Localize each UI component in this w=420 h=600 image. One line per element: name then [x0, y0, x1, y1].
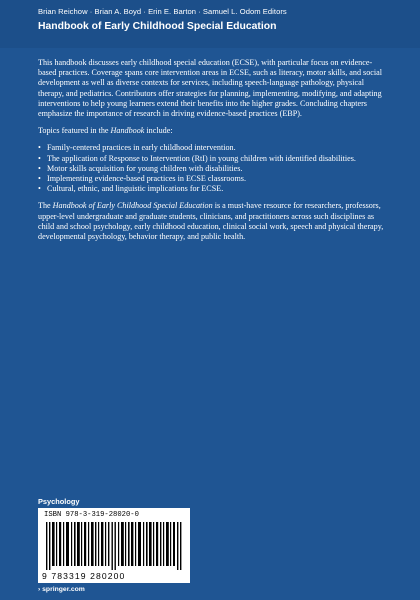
- isbn-text: ISBN 978-3-319-28020-0: [44, 511, 139, 519]
- topic-text: Cultural, ethnic, and linguistic implications for ECSE.: [47, 184, 224, 194]
- intro-paragraph: This handbook discusses early childhood special education (ECSE), with particular focus on evidence-based practices. Coverage spans core intervention areas in ECSE, such as literacy, motor skills, and social development as well as diverse contexts for services, including speech-language pathology, physical therapy, and pediatrics. Contributors offer strategies for planning, implementing, modifying, and adapting interventions to help young learners extend their benefits into the higher grades. Concluding chapters emphasize the importance of research in driving evidence-based practices (EBP).: [38, 58, 383, 119]
- closing-book-title: Handbook of Early Childhood Special Education: [52, 201, 213, 211]
- topics-lead-italic: Handbook: [110, 126, 145, 136]
- closing-paragraph: [38, 201, 384, 242]
- topics-lead: Topics featured in the: [38, 126, 109, 136]
- topic-text: Family-centered practices in early childhood intervention.: [47, 143, 236, 153]
- closing-rest: is a must-have resource for researchers, professors, upper-level undergraduate and graduate students, clinicians, and practitioners across such disciplines as child and school psychology, early childhood education, clinical social work, speech and physical therapy, developmental psychology, behavior therapy, and public health.: [38, 201, 384, 242]
- springer-link[interactable]: › springer.com: [38, 586, 85, 593]
- editors-line: [38, 7, 287, 16]
- bullet-icon: •: [38, 184, 41, 194]
- bullet-icon: •: [38, 143, 41, 153]
- list-item: [38, 154, 384, 164]
- list-item: [38, 184, 384, 194]
- topics-heading: [38, 126, 384, 136]
- topics-list: [38, 143, 384, 194]
- bullet-icon: •: [38, 174, 41, 184]
- topic-text: The application of Response to Intervention (RtI) in young children with identified disabilities.: [47, 153, 356, 163]
- topic-text: Motor skills acquisition for young children with disabilities.: [47, 163, 243, 173]
- list-item: [38, 174, 384, 184]
- bullet-icon: •: [38, 163, 41, 173]
- list-item: [38, 164, 384, 174]
- editors-label: Editors: [262, 7, 287, 16]
- closing-prefix: The: [38, 201, 51, 211]
- description: [38, 58, 384, 249]
- barcode-digits: 9 783319 280200: [42, 571, 126, 581]
- barcode-icon: [44, 522, 184, 570]
- book-title: Handbook of Early Childhood Special Education: [38, 21, 277, 32]
- editor-names: Brian Reichow · Brian A. Boyd · Erin E. Barton · Samuel L. Odom: [38, 7, 261, 16]
- barcode-box: [38, 508, 190, 583]
- topics-lead-end: include:: [146, 126, 173, 136]
- list-item: [38, 143, 384, 153]
- subject-label: Psychology: [38, 497, 80, 506]
- topic-text: Implementing evidence-based practices in ECSE classrooms.: [47, 174, 247, 184]
- bullet-icon: •: [38, 153, 41, 163]
